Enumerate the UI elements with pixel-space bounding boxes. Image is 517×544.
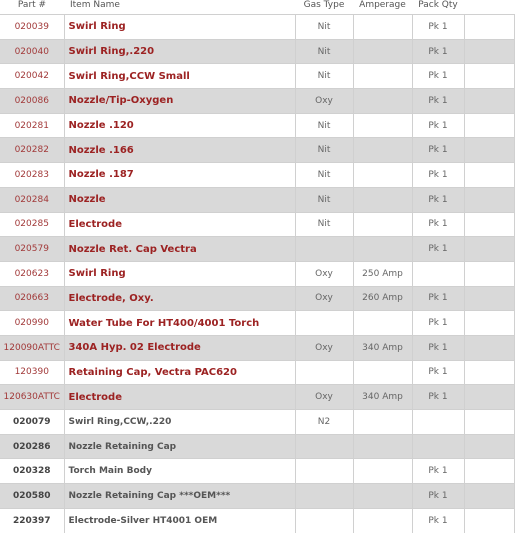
gas-type-cell: Oxy [295, 335, 353, 360]
pack-qty-cell: Pk 1 [412, 113, 464, 138]
blank-cell [464, 138, 514, 163]
pack-qty-cell: Pk 1 [412, 237, 464, 262]
pack-qty-cell [412, 261, 464, 286]
part-number-cell[interactable]: 020284 [0, 187, 64, 212]
table-row [0, 261, 514, 286]
table-row [0, 286, 514, 311]
table-row [0, 163, 514, 188]
column-header-pack-qty[interactable]: Pack Qty [418, 0, 458, 10]
gas-type-cell [295, 311, 353, 336]
blank-cell [464, 286, 514, 311]
amperage-cell [353, 360, 412, 385]
table-row [0, 311, 514, 336]
blank-cell [464, 212, 514, 237]
amperage-cell [353, 434, 412, 459]
item-name-link[interactable]: Nozzle/Tip-Oxygen [64, 89, 295, 114]
part-number-cell[interactable]: 020285 [0, 212, 64, 237]
amperage-cell [353, 187, 412, 212]
pack-qty-cell: Pk 1 [412, 311, 464, 336]
part-number-cell: 020079 [0, 410, 64, 435]
gas-type-cell: Nit [295, 212, 353, 237]
part-number-cell[interactable]: 120090ATTC [0, 335, 64, 360]
amperage-cell [353, 508, 412, 533]
gas-type-cell [295, 434, 353, 459]
pack-qty-cell: Pk 1 [412, 335, 464, 360]
item-name-link[interactable]: Electrode, Oxy. [64, 286, 295, 311]
table-row [0, 212, 514, 237]
item-name-link[interactable]: Swirl Ring,.220 [64, 39, 295, 64]
header-row [0, 0, 514, 15]
pack-qty-cell: Pk 1 [412, 64, 464, 89]
table-row [0, 335, 514, 360]
blank-cell [464, 335, 514, 360]
gas-type-cell: Nit [295, 64, 353, 89]
item-name-link[interactable]: Retaining Cap, Vectra PAC620 [64, 360, 295, 385]
part-number-cell[interactable]: 020281 [0, 113, 64, 138]
table-row [0, 15, 514, 40]
blank-cell [464, 459, 514, 484]
blank-cell [464, 237, 514, 262]
amperage-cell [353, 484, 412, 509]
column-header-gas-type[interactable]: Gas Type [303, 0, 345, 10]
table-row [0, 237, 514, 262]
amperage-cell [353, 138, 412, 163]
item-name-link[interactable]: Electrode [64, 385, 295, 410]
part-number-cell[interactable]: 020282 [0, 138, 64, 163]
part-number-cell[interactable]: 020086 [0, 89, 64, 114]
gas-type-cell [295, 484, 353, 509]
blank-cell [464, 113, 514, 138]
blank-cell [464, 187, 514, 212]
table-row [0, 410, 514, 435]
table-row [0, 508, 514, 533]
gas-type-cell [295, 459, 353, 484]
amperage-cell: 340 Amp [353, 335, 412, 360]
pack-qty-cell: Pk 1 [412, 484, 464, 509]
item-name-link[interactable]: Nozzle [64, 187, 295, 212]
amperage-cell [353, 113, 412, 138]
blank-cell [464, 385, 514, 410]
item-name-link[interactable]: Nozzle Ret. Cap Vectra [64, 237, 295, 262]
pack-qty-cell: Pk 1 [412, 89, 464, 114]
item-name-link[interactable]: Nozzle .120 [64, 113, 295, 138]
pack-qty-cell: Pk 1 [412, 187, 464, 212]
part-number-cell[interactable]: 020579 [0, 237, 64, 262]
table-row [0, 138, 514, 163]
item-name-link[interactable]: Electrode [64, 212, 295, 237]
gas-type-cell: Nit [295, 113, 353, 138]
amperage-cell [353, 15, 412, 40]
amperage-cell [353, 163, 412, 188]
gas-type-cell: Nit [295, 163, 353, 188]
part-number-cell[interactable]: 020623 [0, 261, 64, 286]
gas-type-cell: Nit [295, 39, 353, 64]
item-name-link[interactable]: 340A Hyp. 02 Electrode [64, 335, 295, 360]
amperage-cell [353, 39, 412, 64]
table-row [0, 434, 514, 459]
gas-type-cell: Oxy [295, 261, 353, 286]
gas-type-cell: Nit [295, 138, 353, 163]
part-number-cell[interactable]: 120630ATTC [0, 385, 64, 410]
blank-cell [464, 410, 514, 435]
amperage-cell [353, 410, 412, 435]
table-row [0, 187, 514, 212]
part-number-cell[interactable]: 020283 [0, 163, 64, 188]
pack-qty-cell: Pk 1 [412, 212, 464, 237]
pack-qty-cell: Pk 1 [412, 385, 464, 410]
amperage-cell [353, 459, 412, 484]
pack-qty-cell: Pk 1 [412, 138, 464, 163]
pack-qty-cell: Pk 1 [412, 508, 464, 533]
item-name-link[interactable]: Swirl Ring,CCW Small [64, 64, 295, 89]
item-name-link[interactable]: Swirl Ring [64, 261, 295, 286]
amperage-cell [353, 212, 412, 237]
blank-cell [464, 508, 514, 533]
column-header-blank [464, 0, 514, 15]
blank-cell [464, 261, 514, 286]
gas-type-cell: Oxy [295, 385, 353, 410]
amperage-cell [353, 64, 412, 89]
blank-cell [464, 311, 514, 336]
item-name-link: Nozzle Retaining Cap [64, 434, 295, 459]
table-row [0, 484, 514, 509]
column-header-amperage[interactable]: Amperage [359, 0, 406, 10]
item-name-link: Electrode-Silver HT4001 OEM [64, 508, 295, 533]
amperage-cell: 260 Amp [353, 286, 412, 311]
column-header-part[interactable]: Part # [17, 0, 47, 10]
part-number-cell[interactable]: 120390 [0, 360, 64, 385]
item-name-link[interactable]: Nozzle .187 [64, 163, 295, 188]
item-name-link: Swirl Ring,CCW,.220 [64, 410, 295, 435]
pack-qty-cell: Pk 1 [412, 459, 464, 484]
blank-cell [464, 434, 514, 459]
blank-cell [464, 39, 514, 64]
table-row [0, 385, 514, 410]
item-name-link: Nozzle Retaining Cap ***OEM*** [64, 484, 295, 509]
pack-qty-cell: Pk 1 [412, 39, 464, 64]
part-number-cell[interactable]: 020039 [0, 15, 64, 40]
gas-type-cell: Nit [295, 15, 353, 40]
gas-type-cell [295, 237, 353, 262]
amperage-cell [353, 89, 412, 114]
part-number-cell[interactable]: 020042 [0, 64, 64, 89]
gas-type-cell: Nit [295, 187, 353, 212]
part-number-cell[interactable]: 020990 [0, 311, 64, 336]
item-name-link[interactable]: Water Tube For HT400/4001 Torch [64, 311, 295, 336]
part-number-cell[interactable]: 020040 [0, 39, 64, 64]
blank-cell [464, 360, 514, 385]
part-number-cell: 020328 [0, 459, 64, 484]
item-name-link: Torch Main Body [64, 459, 295, 484]
pack-qty-cell [412, 434, 464, 459]
table-row [0, 39, 514, 64]
table-row [0, 360, 514, 385]
pack-qty-cell: Pk 1 [412, 360, 464, 385]
blank-cell [464, 15, 514, 40]
pack-qty-cell: Pk 1 [412, 15, 464, 40]
amperage-cell: 250 Amp [353, 261, 412, 286]
gas-type-cell: Oxy [295, 286, 353, 311]
gas-type-cell [295, 508, 353, 533]
table-row [0, 459, 514, 484]
part-number-cell[interactable]: 020663 [0, 286, 64, 311]
table-row [0, 113, 514, 138]
blank-cell [464, 484, 514, 509]
column-header-item-name[interactable]: Item Name [70, 0, 120, 10]
part-number-cell: 220397 [0, 508, 64, 533]
part-number-cell: 020580 [0, 484, 64, 509]
gas-type-cell: Oxy [295, 89, 353, 114]
part-number-cell: 020286 [0, 434, 64, 459]
item-name-link[interactable]: Nozzle .166 [64, 138, 295, 163]
pack-qty-cell: Pk 1 [412, 163, 464, 188]
blank-cell [464, 64, 514, 89]
gas-type-cell [295, 360, 353, 385]
table-row [0, 64, 514, 89]
amperage-cell [353, 237, 412, 262]
blank-cell [464, 89, 514, 114]
pack-qty-cell [412, 410, 464, 435]
gas-type-cell: N2 [295, 410, 353, 435]
pack-qty-cell: Pk 1 [412, 286, 464, 311]
blank-cell [464, 163, 514, 188]
amperage-cell: 340 Amp [353, 385, 412, 410]
amperage-cell [353, 311, 412, 336]
table-row [0, 89, 514, 114]
item-name-link[interactable]: Swirl Ring [64, 15, 295, 40]
